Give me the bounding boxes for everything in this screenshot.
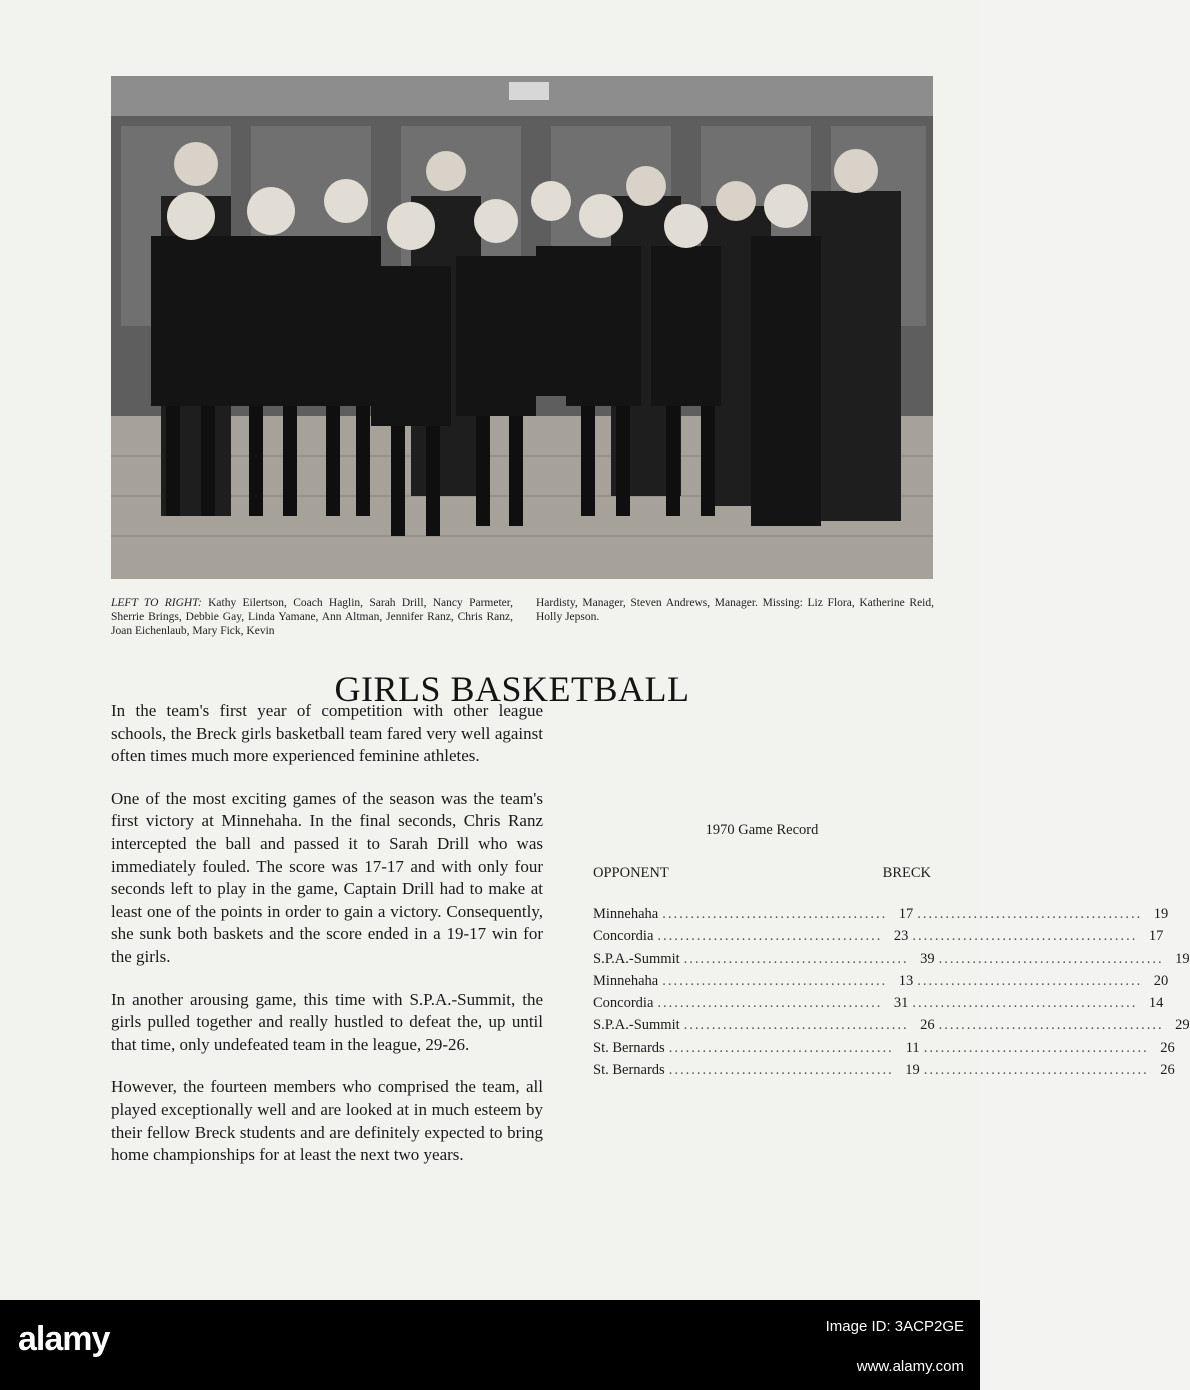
leader-dots: ........................................	[917, 972, 1143, 989]
opponent-name: S.P.A.-Summit	[593, 950, 680, 967]
leader-dots: ........................................	[668, 1039, 894, 1056]
opponent-name: Concordia	[593, 928, 654, 945]
game-record-table	[593, 822, 1190, 1084]
game-record-header	[593, 865, 931, 882]
article-body	[111, 700, 543, 1187]
column-header-opponent: OPPONENT	[593, 865, 669, 881]
opponent-score: 19	[905, 1062, 920, 1079]
table-row	[593, 995, 1164, 1017]
table-row	[593, 1039, 1175, 1062]
breck-score: 20	[1153, 972, 1169, 989]
watermark-banner	[0, 1300, 980, 1390]
leader-dots: ........................................	[662, 972, 888, 989]
leader-dots: ........................................	[923, 1062, 1149, 1079]
page-title: GIRLS BASKETBALL	[334, 669, 690, 710]
breck-score: 19	[1175, 950, 1190, 967]
team-photo-illustration	[111, 76, 933, 579]
photo-caption-right: Hardisty, Manager, Steven Andrews, Manager. Missing: Liz Flora, Katherine Reid, Holly Jepson.	[536, 597, 934, 623]
breck-score: 29	[1175, 1017, 1190, 1034]
leader-dots: ........................................	[938, 1017, 1164, 1034]
breck-score: 26	[1160, 1039, 1175, 1056]
opponent-score: 23	[893, 928, 909, 945]
article-paragraph-2: One of the most exciting games of the season was the team's first victory at Minnehaha. In the final seconds, Chris Ranz intercepted the ball and passed it to Sarah Drill who was immediately fouled. The score was 17-17 and with only four seconds left to play in the game, Captain Drill had to make at least one of the points in order to gain a victory. Consequently, she sunk both baskets and the score ended in a 19-17 win for the girls.	[111, 788, 543, 966]
opponent-name: St. Bernards	[593, 1062, 665, 1079]
table-row	[593, 928, 1164, 950]
leader-dots: ........................................	[912, 995, 1138, 1012]
leader-dots: ........................................	[923, 1039, 1149, 1056]
opponent-score: 39	[920, 950, 935, 967]
table-row	[593, 906, 1169, 928]
breck-score: 14	[1148, 995, 1164, 1012]
opponent-score: 26	[920, 1017, 935, 1034]
leader-dots: ........................................	[668, 1062, 894, 1079]
opponent-score: 13	[898, 972, 914, 989]
leader-dots: ........................................	[662, 906, 888, 922]
site-url-label: www.alamy.com	[856, 1358, 964, 1375]
game-record-title	[593, 822, 931, 839]
alamy-logo: alamy	[18, 1320, 110, 1358]
breck-score: 17	[1148, 928, 1164, 945]
opponent-name: S.P.A.-Summit	[593, 1017, 680, 1034]
article-paragraph-3: In another arousing game, this time with S.P.A.-Summit, the girls pulled together and really hustled to defeat the, up until that time, only undefeated team in the league, 29-26.	[111, 989, 543, 1054]
leader-dots: ........................................	[657, 928, 883, 945]
opponent-name: Concordia	[593, 995, 654, 1012]
image-id-label: Image ID: 3ACP2GE	[825, 1318, 964, 1335]
table-row	[593, 972, 1169, 995]
leader-dots: ........................................	[912, 928, 1138, 945]
opponent-score: 31	[893, 995, 909, 1012]
table-row	[593, 950, 1190, 973]
breck-score: 26	[1160, 1062, 1175, 1079]
table-row	[593, 1017, 1190, 1039]
team-photo	[111, 76, 933, 579]
opponent-name: Minnehaha	[593, 972, 659, 989]
table-row	[593, 1062, 1175, 1084]
leader-dots: ........................................	[683, 1017, 909, 1034]
opponent-name: St. Bernards	[593, 1039, 665, 1056]
caption-left-text: Kathy Eilertson, Coach Haglin, Sarah Drill, Nancy Parmeter, Sherrie Brings, Debbie Gay, Linda Yamane, Ann Altman, Jennifer Ranz, Chris Ranz, Joan Eichenlaub, Mary Fick, Kevin	[111, 597, 513, 637]
breck-score: 19	[1153, 906, 1169, 922]
opponent-name: Minnehaha	[593, 906, 659, 922]
leader-dots: ........................................	[917, 906, 1143, 922]
article-paragraph-4: However, the fourteen members who comprised the team, all played exceptionally well and are looked at in much esteem by their fellow Breck students and are definitely expected to bring home championships for at least the next two years.	[111, 1077, 543, 1165]
column-header-breck: BRECK	[882, 865, 931, 881]
opponent-score: 17	[898, 906, 914, 922]
leader-dots: ........................................	[657, 995, 883, 1012]
game-record-title-text: 1970 Game Record	[705, 822, 819, 838]
photo-caption-left	[111, 596, 513, 638]
leader-dots: ........................................	[683, 950, 909, 967]
game-record-rows	[593, 906, 1190, 1084]
article-paragraph-1: In the team's first year of competition with other league schools, the Breck girls basketball team fared very well against often times much more experienced feminine athletes.	[111, 701, 543, 766]
leader-dots: ........................................	[938, 950, 1164, 967]
opponent-score: 11	[905, 1039, 920, 1056]
caption-lead: LEFT TO RIGHT:	[111, 597, 202, 609]
